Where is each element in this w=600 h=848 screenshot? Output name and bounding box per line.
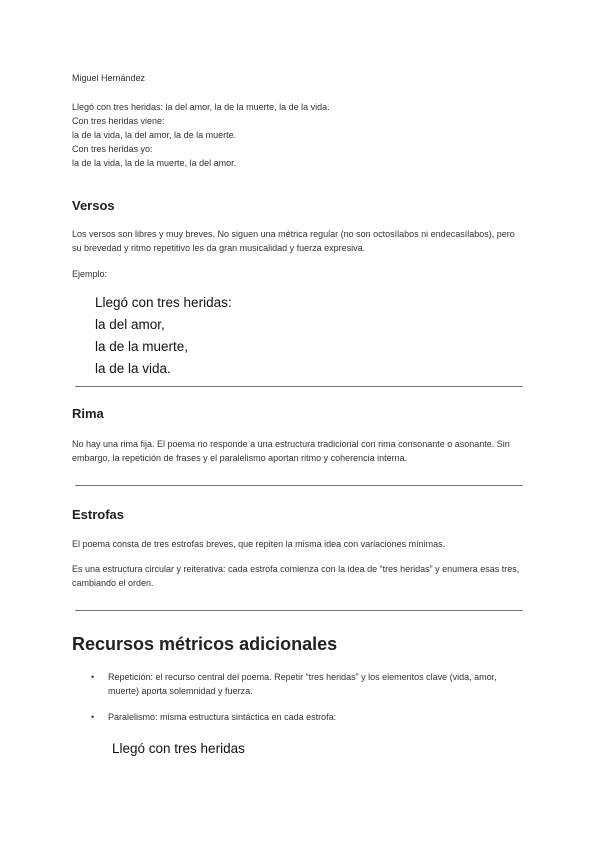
bullet-icon: •: [91, 672, 95, 682]
intro-line: Llegó con tres heridas: la del amor, la de la muerte, la de la vida.: [72, 102, 330, 112]
divider: [75, 386, 523, 387]
author-name: Miguel Hernández: [72, 73, 146, 83]
versos-heading: Versos: [72, 198, 115, 213]
intro-line: la de la vida, la del amor, la de la muerte.: [72, 130, 237, 140]
example-line: la de la vida.: [95, 361, 171, 376]
divider: [75, 485, 523, 486]
paralelismo-example: Llegó con tres heridas: [112, 741, 245, 756]
poem-intro: [72, 100, 330, 170]
intro-line: Con tres heridas yo:: [72, 144, 153, 154]
estrofas-text-2: Es una estructura circular y reiterativa: cada estrofa comienza con la idea de “tres heridas” y enumera esas tres, cambiando el orden.: [72, 564, 520, 588]
divider: [75, 610, 523, 611]
estrofas-heading: Estrofas: [72, 507, 125, 522]
estrofas-text-1: El poema consta de tres estrofas breves, que repiten la misma idea con variaciones mínimas.: [72, 539, 446, 549]
recursos-heading: Recursos métricos adicionales: [72, 634, 338, 654]
intro-line: la de la vida, la de la muerte, la del amor.: [72, 158, 237, 168]
versos-example: [95, 292, 232, 380]
intro-line: Con tres heridas viene:: [72, 116, 165, 126]
bullet-icon: •: [91, 712, 95, 722]
example-line: la del amor,: [95, 317, 165, 332]
list-item: [72, 710, 524, 724]
rima-heading: Rima: [72, 406, 104, 421]
example-line: la de la muerte,: [95, 339, 189, 354]
recursos-list: [72, 670, 524, 724]
list-item: [72, 670, 524, 698]
list-item-text: Paralelismo: misma estructura sintáctica en cada estrofa:: [108, 712, 337, 722]
list-item-text: Repetición: el recurso central del poema. Repetir “tres heridas” y los elementos clave (vida, amor, muerte) aporta solemnidad y fuerza.: [108, 672, 497, 696]
example-line: Llegó con tres heridas:: [95, 295, 232, 310]
rima-text: No hay una rima fija. El poema no responde a una estructura tradicional con rima consonante o asonante. Sin embargo, la repetición de frases y el paralelismo aportan ritmo y coherencia interna.: [72, 439, 510, 463]
example-label: Ejemplo:: [72, 269, 108, 279]
versos-text: Los versos son libres y muy breves. No siguen una métrica regular (no son octosílabos ni endecasílabos), pero su brevedad y ritmo repetitivo les da gran musicalidad y fuerza expresiva.: [72, 229, 515, 253]
